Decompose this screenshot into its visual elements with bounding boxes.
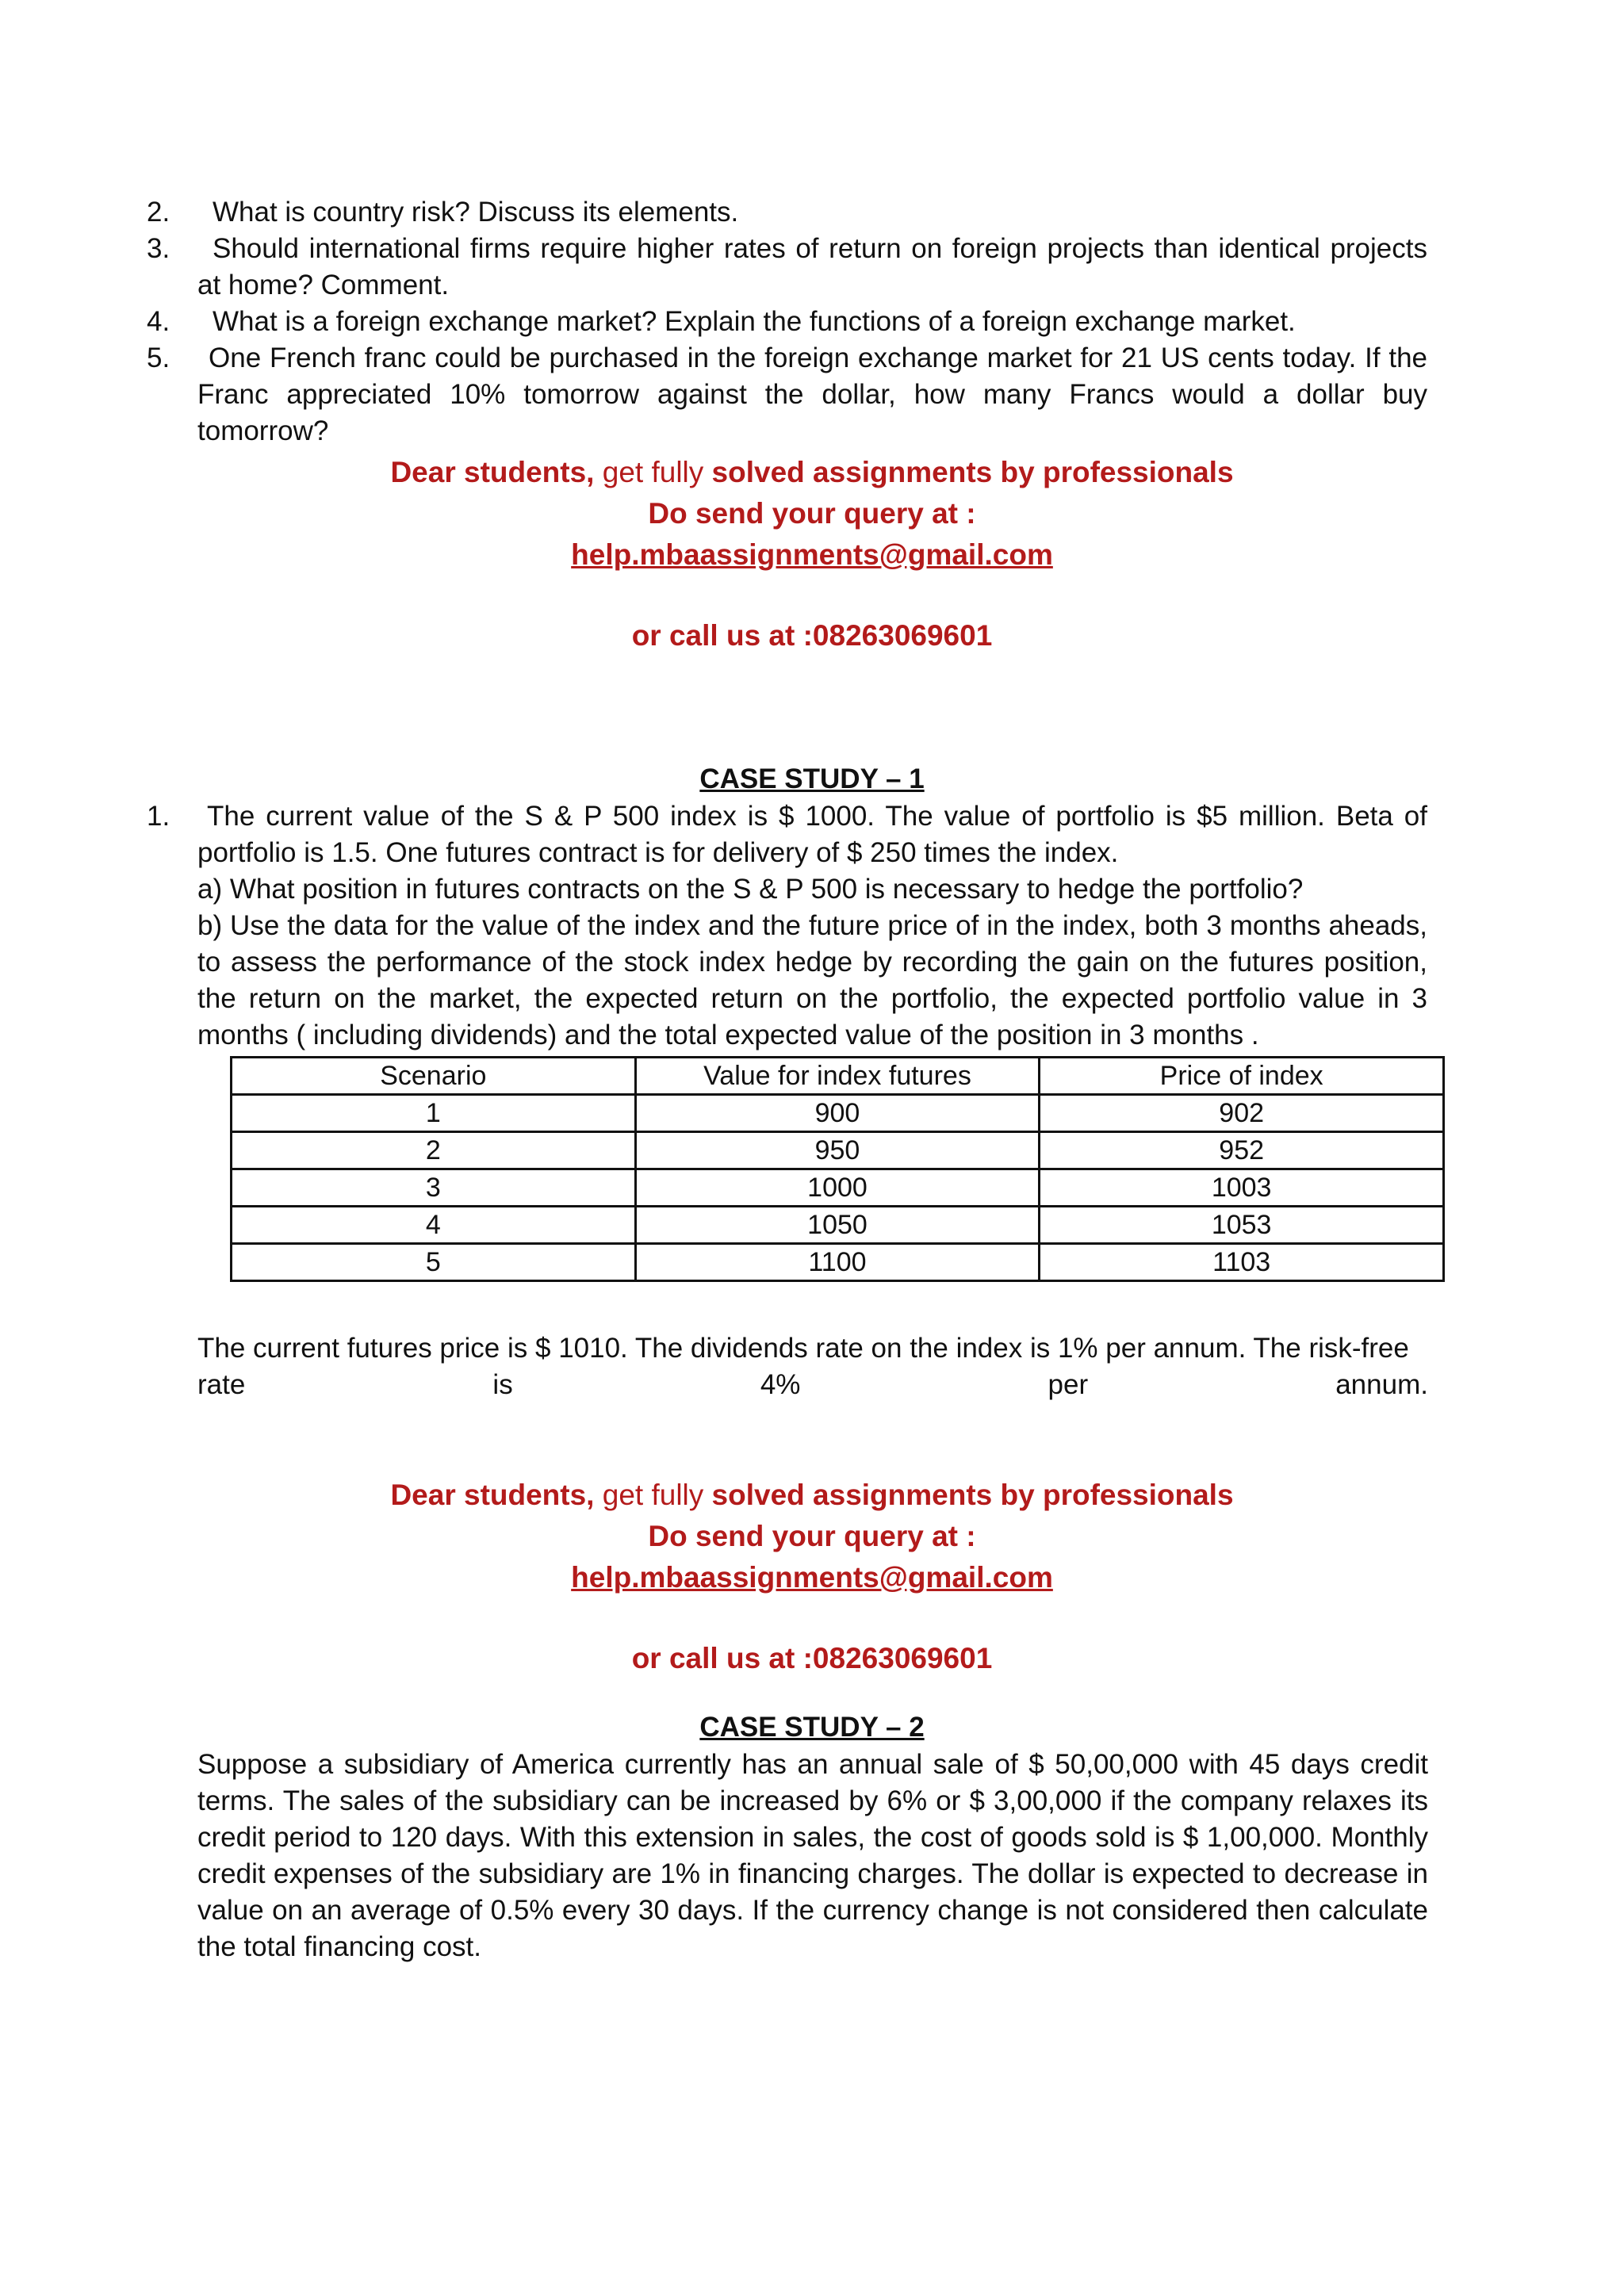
promo-offer: solved assignments by professionals <box>711 456 1234 488</box>
note-line-spread <box>197 1367 1428 1403</box>
table-cell: 1 <box>232 1095 636 1132</box>
question-text: What is country risk? Discuss its elements. <box>213 197 739 228</box>
question-number: 2. <box>147 197 170 228</box>
table-row <box>232 1132 1444 1169</box>
promo-greeting: Dear students, <box>390 1479 595 1511</box>
case-study-1-part-a: a) What position in futures contracts on the S & P 500 is necessary to hedge the portfolio? <box>197 874 1304 905</box>
table-row <box>232 1207 1444 1244</box>
promo-offer: solved assignments by professionals <box>711 1479 1234 1511</box>
note-word: annum. <box>1335 1369 1428 1400</box>
question-text: Should international firms require higher rates of return on foreign projects than identical projects at home? Comment. <box>197 233 1427 300</box>
table-header-cell: Price of index <box>1040 1058 1444 1095</box>
table-cell: 2 <box>232 1132 636 1169</box>
table-cell: 1100 <box>635 1244 1040 1281</box>
table-header-cell: Scenario <box>232 1058 636 1095</box>
table-cell: 952 <box>1040 1132 1444 1169</box>
question-item <box>147 231 1427 304</box>
case-study-1-question <box>147 798 1427 1054</box>
promo-greeting: Dear students, <box>390 456 595 488</box>
question-item <box>147 304 1427 340</box>
case-study-1-body <box>147 798 1427 1054</box>
case-study-1-intro: The current value of the S & P 500 index is $ 1000. The value of portfolio is $5 million. Beta of portfolio is 1.5. One futures contract is for delivery of $ 250 times the index. <box>197 801 1427 868</box>
table-cell: 950 <box>635 1132 1040 1169</box>
table-cell: 3 <box>232 1169 636 1207</box>
promo-call: or call us at :08263069601 <box>631 1642 993 1674</box>
case-study-1-part-b: b) Use the data for the value of the index and the future price of in the index, both 3 months aheads, to assess the performance of the stock index hedge by recording the gain on the futures position, the return on the market, the expected return on the portfolio, the expected portfolio value in 3 months ( including dividends) and the total expected value of the position in 3 months . <box>197 910 1427 1050</box>
table-cell: 902 <box>1040 1095 1444 1132</box>
table-cell: 1000 <box>635 1169 1040 1207</box>
case-study-2-heading: CASE STUDY – 2 <box>699 1712 925 1743</box>
note-word: per <box>1048 1369 1089 1400</box>
table-row <box>232 1169 1444 1207</box>
promo-query: Do send your query at : <box>648 1520 976 1552</box>
table-cell: 1103 <box>1040 1244 1444 1281</box>
promo-middle: get fully <box>594 456 712 488</box>
table-cell: 1003 <box>1040 1169 1444 1207</box>
promo-email-link[interactable]: help.mbaassignments@gmail.com <box>571 538 1053 571</box>
table-row <box>232 1244 1444 1281</box>
question-number: 4. <box>147 306 170 337</box>
question-list <box>147 194 1427 450</box>
table-cell: 1050 <box>635 1207 1040 1244</box>
promo-block <box>0 1475 1624 1679</box>
question-number: 5. <box>147 342 170 373</box>
note-word: 4% <box>760 1369 801 1400</box>
question-item <box>147 194 1427 231</box>
table-header-row <box>232 1058 1444 1095</box>
note-word: is <box>492 1369 513 1400</box>
case-study-1-heading: CASE STUDY – 1 <box>699 763 925 794</box>
question-text: One French franc could be purchased in the foreign exchange market for 21 US cents today. If the Franc appreciated 10% tomorrow against the dollar, how many Francs would a dollar buy tomorrow? <box>197 342 1427 446</box>
promo-call: or call us at :08263069601 <box>631 619 993 652</box>
promo-middle: get fully <box>594 1479 712 1511</box>
table-header-cell: Value for index futures <box>635 1058 1040 1095</box>
table-cell: 1053 <box>1040 1207 1444 1244</box>
table-cell: 5 <box>232 1244 636 1281</box>
table-cell: 900 <box>635 1095 1040 1132</box>
promo-query: Do send your query at : <box>648 497 976 530</box>
question-number: 1. <box>147 801 170 832</box>
case-study-1-note <box>197 1330 1428 1403</box>
case-study-2-text: Suppose a subsidiary of America currently has an annual sale of $ 50,00,000 with 45 days credit terms. The sales of the subsidiary can be increased by 6% or $ 3,00,000 if the company relaxes its credit period to 120 days. With this extension in sales, the cost of goods sold is $ 1,00,000. Monthly credit expenses of the subsidiary are 1% in financing charges. The dollar is expected to decrease in value on an average of 0.5% every 30 days. If the currency change is not considered then calculate the total financing cost. <box>197 1749 1428 1962</box>
table-cell: 4 <box>232 1207 636 1244</box>
promo-block <box>0 452 1624 656</box>
table-row <box>232 1095 1444 1132</box>
question-text: What is a foreign exchange market? Explain the functions of a foreign exchange market. <box>213 306 1296 337</box>
note-word: rate <box>197 1369 246 1400</box>
promo-email-link[interactable]: help.mbaassignments@gmail.com <box>571 1561 1053 1594</box>
promo-line <box>0 452 1624 493</box>
question-number: 3. <box>147 233 170 264</box>
question-item <box>147 340 1427 450</box>
scenario-table <box>230 1056 1445 1282</box>
note-line: The current futures price is $ 1010. The dividends rate on the index is 1% per annum. The risk-free <box>197 1333 1409 1364</box>
promo-line <box>0 1475 1624 1516</box>
